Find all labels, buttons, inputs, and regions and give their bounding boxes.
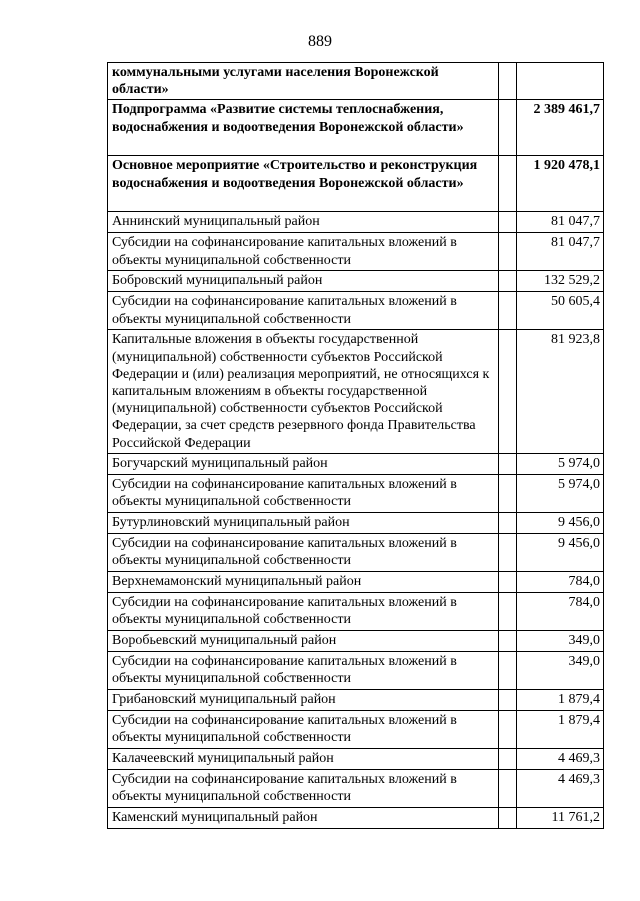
table-row [108, 453, 604, 474]
row-name-cell: Субсидии на софинансирование капитальных вложений в объекты муниципальной собственности [108, 292, 499, 330]
row-amount-cell: 349,0 [517, 651, 604, 689]
row-empty-cell [499, 571, 517, 592]
row-amount-cell: 50 605,4 [517, 292, 604, 330]
row-empty-cell [499, 100, 517, 156]
row-empty-cell [499, 651, 517, 689]
page-number: 889 [308, 33, 332, 50]
row-name-cell: Бобровский муниципальный район [108, 271, 499, 292]
row-name-cell: Бутурлиновский муниципальный район [108, 512, 499, 533]
row-amount-cell: 5 974,0 [517, 474, 604, 512]
table-row [108, 807, 604, 828]
row-empty-cell [499, 212, 517, 233]
table-row [108, 100, 604, 156]
table-row [108, 292, 604, 330]
row-empty-cell [499, 233, 517, 271]
row-amount-cell: 132 529,2 [517, 271, 604, 292]
row-amount-cell: 11 761,2 [517, 807, 604, 828]
row-amount-cell: 784,0 [517, 571, 604, 592]
row-name-cell: Субсидии на софинансирование капитальных вложений в объекты муниципальной собственности [108, 592, 499, 630]
row-amount-cell: 81 047,7 [517, 233, 604, 271]
row-empty-cell [499, 474, 517, 512]
row-empty-cell [499, 689, 517, 710]
budget-table [107, 62, 604, 829]
row-empty-cell [499, 330, 517, 453]
row-name-cell: Субсидии на софинансирование капитальных вложений в объекты муниципальной собственности [108, 710, 499, 748]
row-empty-cell [499, 807, 517, 828]
row-amount-cell: 81 923,8 [517, 330, 604, 453]
table-row [108, 212, 604, 233]
row-name-cell: Калачеевский муниципальный район [108, 748, 499, 769]
row-amount-cell: 1 920 478,1 [517, 156, 604, 212]
row-empty-cell [499, 271, 517, 292]
row-empty-cell [499, 512, 517, 533]
table-row [108, 330, 604, 453]
table-row [108, 689, 604, 710]
row-name-cell: Подпрограмма «Развитие системы теплоснабжения, водоснабжения и водоотведения Воронежской области» [108, 100, 499, 156]
table-row [108, 233, 604, 271]
row-amount-cell: 4 469,3 [517, 769, 604, 807]
row-amount-cell: 1 879,4 [517, 710, 604, 748]
table-row [108, 271, 604, 292]
row-name-cell: Капитальные вложения в объекты государственной (муниципальной) собственности субъектов Российской Федерации и (или) реализация мероприятий, не относящихся к капитальным вложениям в объекты государственной (муниципальной) собственности субъектов Российской Федерации, за счет средств резервного фонда Правительства Российской Федерации [108, 330, 499, 453]
table-row [108, 156, 604, 212]
row-name-cell: Воробьевский муниципальный район [108, 630, 499, 651]
row-amount-cell: 5 974,0 [517, 453, 604, 474]
row-empty-cell [499, 748, 517, 769]
table-row [108, 769, 604, 807]
row-name-cell: коммунальными услугами населения Воронежской области» [108, 63, 499, 100]
row-amount-cell: 349,0 [517, 630, 604, 651]
row-name-cell: Основное мероприятие «Строительство и реконструкция водоснабжения и водоотведения Воронежской области» [108, 156, 499, 212]
table-row [108, 533, 604, 571]
row-empty-cell [499, 533, 517, 571]
table-row [108, 630, 604, 651]
table-row [108, 63, 604, 100]
row-empty-cell [499, 453, 517, 474]
row-amount-cell: 9 456,0 [517, 512, 604, 533]
row-empty-cell [499, 592, 517, 630]
row-empty-cell [499, 710, 517, 748]
table-row [108, 512, 604, 533]
row-amount-cell: 81 047,7 [517, 212, 604, 233]
table-row [108, 592, 604, 630]
table-row [108, 651, 604, 689]
row-empty-cell [499, 292, 517, 330]
row-name-cell: Субсидии на софинансирование капитальных вложений в объекты муниципальной собственности [108, 533, 499, 571]
row-amount-cell [517, 63, 604, 100]
table-row [108, 748, 604, 769]
table-row [108, 710, 604, 748]
row-name-cell: Каменский муниципальный район [108, 807, 499, 828]
row-name-cell: Богучарский муниципальный район [108, 453, 499, 474]
row-amount-cell: 2 389 461,7 [517, 100, 604, 156]
row-amount-cell: 4 469,3 [517, 748, 604, 769]
row-amount-cell: 1 879,4 [517, 689, 604, 710]
row-name-cell: Субсидии на софинансирование капитальных вложений в объекты муниципальной собственности [108, 474, 499, 512]
budget-table-body [108, 63, 604, 829]
row-name-cell: Верхнемамонский муниципальный район [108, 571, 499, 592]
row-amount-cell: 784,0 [517, 592, 604, 630]
row-name-cell: Субсидии на софинансирование капитальных вложений в объекты муниципальной собственности [108, 651, 499, 689]
row-empty-cell [499, 630, 517, 651]
table-row [108, 571, 604, 592]
table-row [108, 474, 604, 512]
row-name-cell: Субсидии на софинансирование капитальных вложений в объекты муниципальной собственности [108, 769, 499, 807]
row-empty-cell [499, 769, 517, 807]
row-name-cell: Аннинский муниципальный район [108, 212, 499, 233]
row-empty-cell [499, 156, 517, 212]
row-name-cell: Грибановский муниципальный район [108, 689, 499, 710]
row-amount-cell: 9 456,0 [517, 533, 604, 571]
row-empty-cell [499, 63, 517, 100]
row-name-cell: Субсидии на софинансирование капитальных вложений в объекты муниципальной собственности [108, 233, 499, 271]
